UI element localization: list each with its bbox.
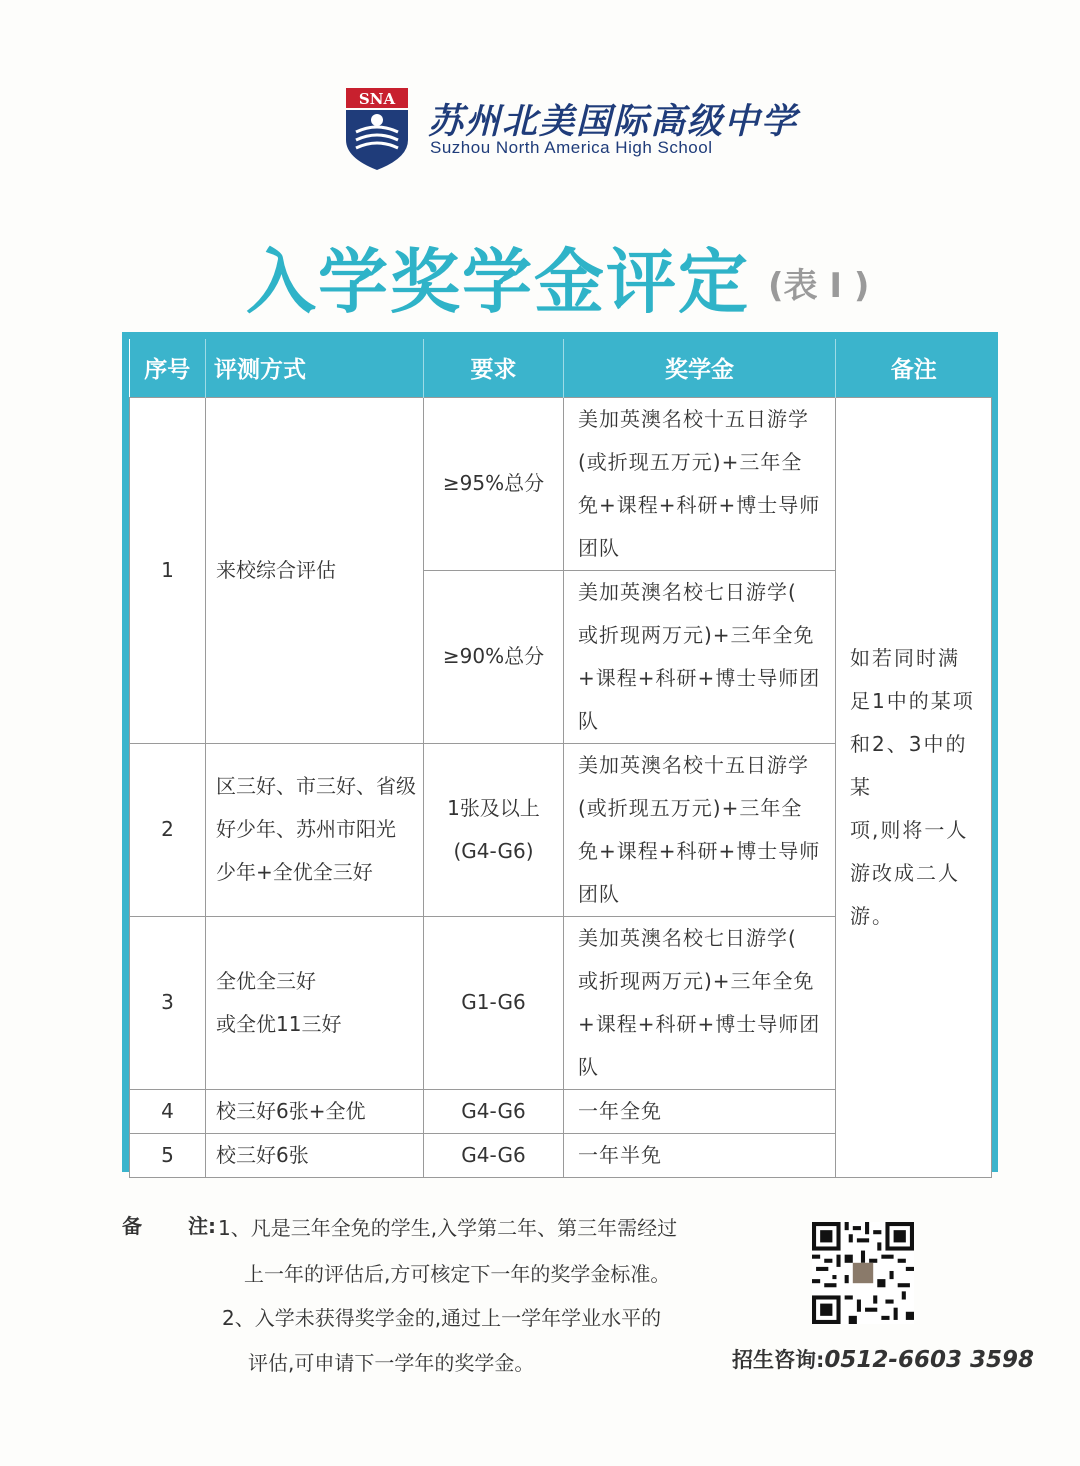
- row-requirement: ≥90%总分: [424, 570, 564, 743]
- contact-label: 招生咨询:: [732, 1348, 825, 1372]
- contact-info: [732, 1344, 1034, 1374]
- row-method: 区三好、市三好、省级 好少年、苏州市阳光 少年+全优全三好: [206, 743, 424, 916]
- logo-text: SNA: [358, 90, 396, 108]
- row-method: 全优全三好 或全优11三好: [206, 916, 424, 1089]
- contact-phone[interactable]: 0512-6603 3598: [824, 1347, 1035, 1373]
- row-award: 一年全免: [564, 1089, 836, 1133]
- school-shield-icon: [346, 88, 408, 170]
- row-method: 校三好6张+全优: [206, 1089, 424, 1133]
- row-no: 1: [130, 397, 206, 743]
- header-no: 序号: [130, 339, 206, 397]
- qr-code-icon[interactable]: [812, 1222, 914, 1324]
- row-method: 来校综合评估: [206, 397, 424, 743]
- school-name-cn: 苏州北美国际高级中学: [428, 101, 799, 142]
- row-requirement: G4-G6: [424, 1089, 564, 1133]
- row-no: 2: [130, 743, 206, 916]
- row-award: 美加英澳名校七日游学( 或折现两万元)+三年全免 +课程+科研+博士导师团 队: [564, 570, 836, 743]
- header-scholarship: 奖学金: [564, 339, 836, 397]
- row-requirement: G4-G6: [424, 1133, 564, 1177]
- footnote-line: 评估,可申请下一学年的奖学金。: [248, 1351, 535, 1375]
- scholarship-table: [122, 332, 998, 1172]
- footnote-line: 2、入学未获得奖学金的,通过上一学年学业水平的: [222, 1306, 662, 1330]
- title-note: (表 I ): [768, 266, 870, 306]
- row-no: 5: [130, 1133, 206, 1177]
- row-no: 3: [130, 916, 206, 1089]
- row-award: 一年半免: [564, 1133, 836, 1177]
- row-award: 美加英澳名校十五日游学 (或折现五万元)+三年全 免+课程+科研+博士导师 团队: [564, 743, 836, 916]
- row-no: 4: [130, 1089, 206, 1133]
- footnote-label: 备: [122, 1214, 142, 1238]
- row-award: 美加英澳名校十五日游学 (或折现五万元)+三年全 免+课程+科研+博士导师 团队: [564, 397, 836, 570]
- header-remark: 备注: [836, 339, 992, 397]
- header-method: 评测方式: [206, 339, 424, 397]
- row-requirement: G1-G6: [424, 916, 564, 1089]
- footnote-line: 上一年的评估后,方可核定下一年的奖学金标准。: [244, 1262, 671, 1286]
- row-method: 校三好6张: [206, 1133, 424, 1177]
- row-award: 美加英澳名校七日游学( 或折现两万元)+三年全免 +课程+科研+博士导师团 队: [564, 916, 836, 1089]
- table-header-row: [130, 339, 992, 397]
- row-requirement: 1张及以上 (G4-G6): [424, 743, 564, 916]
- footnote-line: 1、凡是三年全免的学生,入学第二年、第三年需经过: [218, 1216, 678, 1240]
- school-logo: [346, 88, 799, 174]
- table-row: [130, 397, 992, 570]
- page-title: 入学奖学金评定: [246, 241, 750, 323]
- row-remark: 如若同时满 足1中的某项 和2、3中的某 项,则将一人 游改成二人 游。: [836, 397, 992, 1177]
- header-requirement: 要求: [424, 339, 564, 397]
- row-requirement: ≥95%总分: [424, 397, 564, 570]
- footnote-label-2: 注:: [188, 1214, 216, 1238]
- school-name-en: Suzhou North America High School: [430, 138, 713, 157]
